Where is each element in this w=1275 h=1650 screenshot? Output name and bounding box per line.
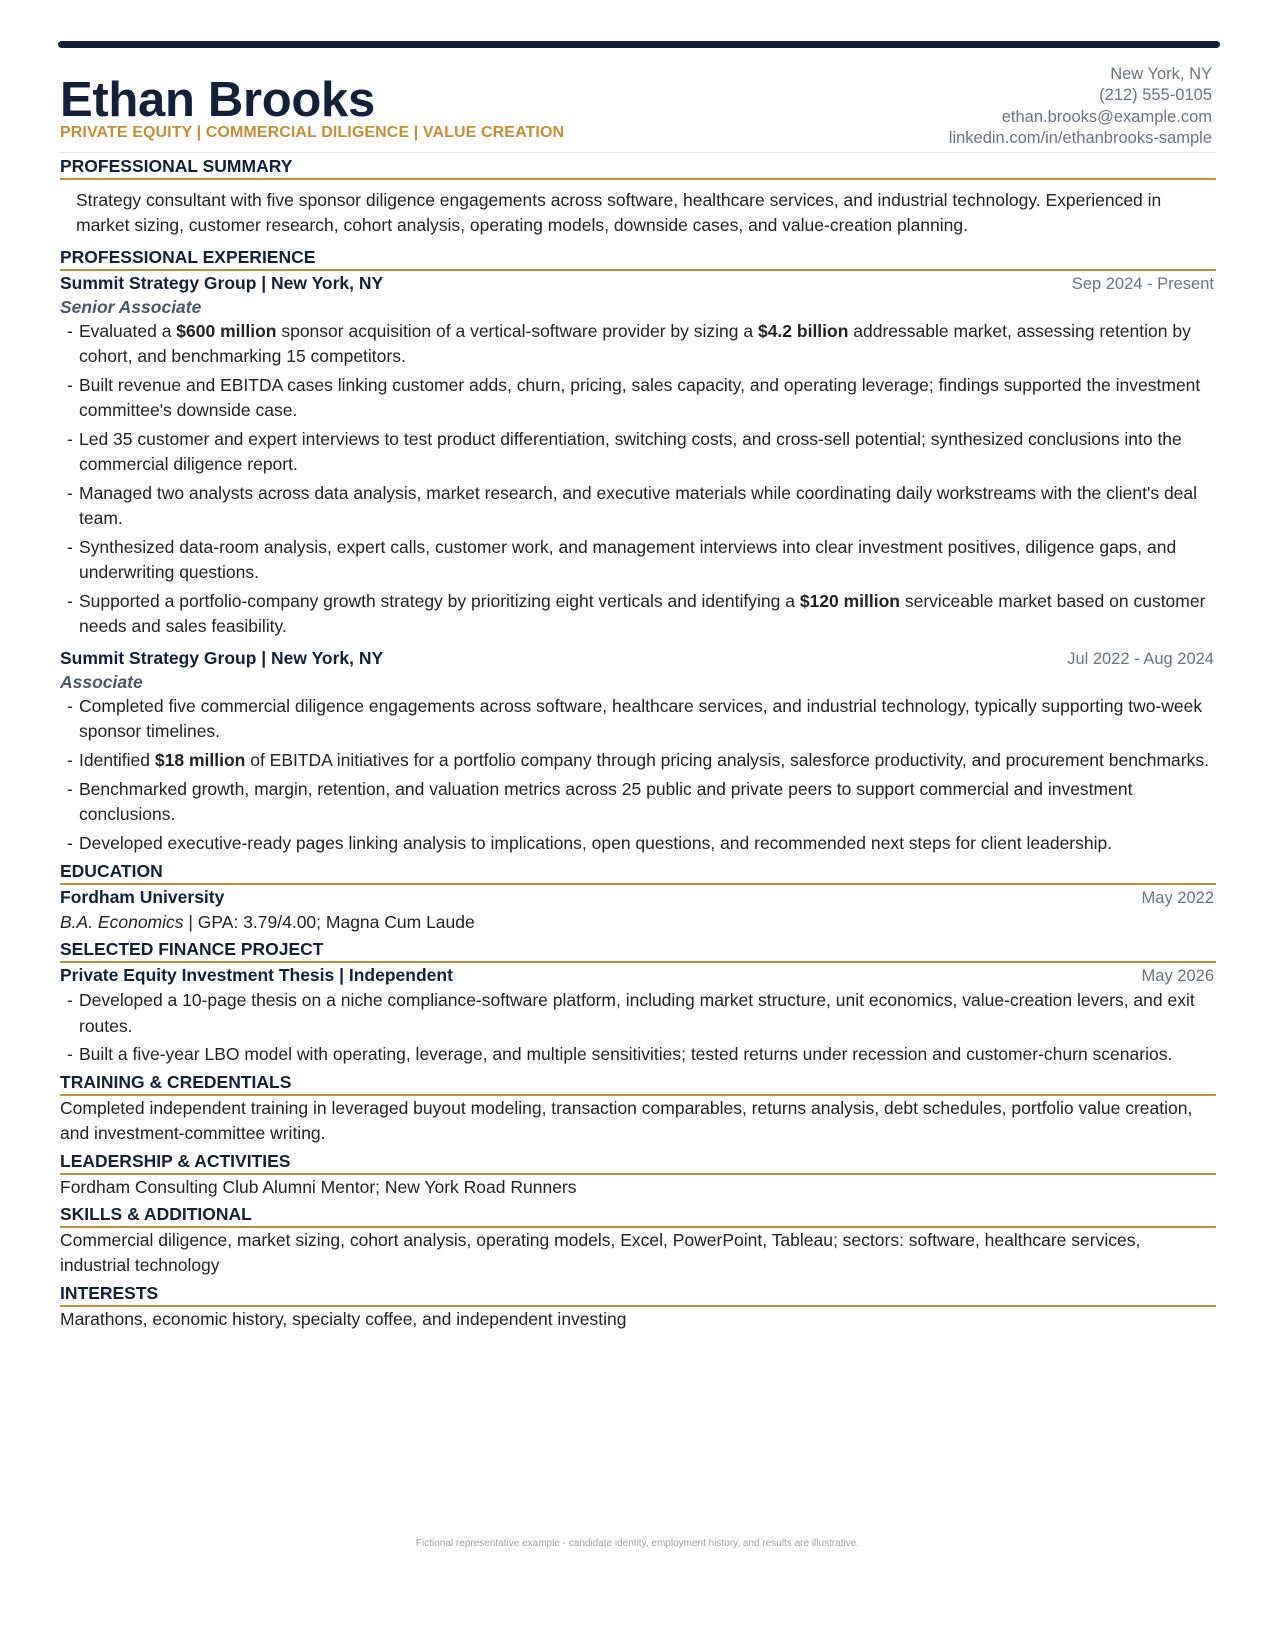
- training-text: Completed independent training in leveraged buyout modeling, transaction comparables, returns analysis, debt schedules, portfolio value creation, and investment-committee writing.: [60, 1098, 1193, 1144]
- interests-text: Marathons, economic history, specialty coffee, and independent investing: [60, 1308, 627, 1329]
- interests-heading: INTERESTS: [60, 1282, 1216, 1307]
- bullet-item: - Built a five-year LBO model with operating, leverage, and multiple sensitivities; tested returns under recession and customer-churn scenarios.: [67, 1042, 1214, 1067]
- experience-heading: PROFESSIONAL EXPERIENCE: [60, 246, 1216, 271]
- header-divider: [60, 152, 1216, 153]
- leadership-heading: LEADERSHIP & ACTIVITIES: [60, 1150, 1216, 1175]
- candidate-name: Ethan Brooks: [60, 73, 375, 127]
- project-date: May 2026: [1141, 967, 1214, 986]
- job-org: Summit Strategy Group | New York, NY: [60, 647, 384, 668]
- school-name: Fordham University: [60, 886, 225, 907]
- job-bullets: [60, 694, 1214, 856]
- job-dates: Jul 2022 - Aug 2024: [1067, 649, 1214, 668]
- bullet-item: - Built revenue and EBITDA cases linking customer adds, churn, pricing, sales capacity, and operating leverage; findings supported the investment committee's downside case.: [67, 373, 1214, 424]
- leadership-section: [60, 1150, 1214, 1200]
- degree-line: [60, 910, 1214, 935]
- bullet-item: - Led 35 customer and expert interviews to test product differentiation, switching costs, and cross-sell potential; synthesized conclusions into the commercial diligence report.: [67, 427, 1214, 478]
- contact-phone: (212) 555-0105: [1099, 86, 1212, 105]
- bullet-item: - Supported a portfolio-company growth strategy by prioritizing eight verticals and identifying a $120 million serviceable market based on customer needs and sales feasibility.: [67, 589, 1214, 640]
- interests-section: [60, 1282, 1214, 1332]
- job-dates: Sep 2024 - Present: [1071, 274, 1214, 293]
- bullet-item: - Synthesized data-room analysis, expert calls, customer work, and management interviews into clear investment positives, diligence gaps, and underwriting questions.: [67, 535, 1214, 586]
- bullet-item: - Developed executive-ready pages linking analysis to implications, open questions, and recommended next steps for client leadership.: [67, 831, 1214, 856]
- resume-page: [60, 41, 1214, 1332]
- bullet-item: - Managed two analysts across data analysis, market research, and executive materials while coordinating daily workstreams with the client's deal team.: [67, 481, 1214, 532]
- headline-tagline: PRIVATE EQUITY | COMMERCIAL DILIGENCE | VALUE CREATION: [60, 124, 565, 141]
- project-heading: SELECTED FINANCE PROJECT: [60, 938, 1216, 963]
- project-bullets: [60, 988, 1214, 1067]
- project-section: [60, 938, 1214, 1067]
- degree-name: B.A. Economics: [60, 911, 184, 932]
- education-heading: EDUCATION: [60, 860, 1216, 885]
- bullet-item: - Identified $18 million of EBITDA initiatives for a portfolio company through pricing analysis, salesforce productivity, and procurement benchmarks.: [67, 748, 1214, 773]
- job-bullets: [60, 319, 1214, 640]
- summary-text: Strategy consultant with five sponsor diligence engagements across software, healthcare services, and industrial technology. Experienced in market sizing, customer research, cohort analysis, operating models, downside cases, and value-creation planning.: [76, 190, 1162, 236]
- bullet-item: - Developed a 10-page thesis on a niche compliance-software platform, including market structure, unit economics, value-creation levers, and exit routes.: [67, 988, 1214, 1039]
- job-role: Senior Associate: [60, 296, 202, 317]
- top-accent-bar: [58, 41, 1220, 48]
- skills-heading: SKILLS & ADDITIONAL: [60, 1203, 1216, 1228]
- contact-linkedin[interactable]: linkedin.com/in/ethanbrooks-sample: [948, 128, 1212, 147]
- education-section: [60, 860, 1214, 935]
- job-org: Summit Strategy Group | New York, NY: [60, 272, 384, 293]
- skills-section: [60, 1203, 1214, 1279]
- degree-details: | GPA: 3.79/4.00; Magna Cum Laude: [183, 911, 475, 932]
- bullet-item: - Completed five commercial diligence engagements across software, healthcare services, and industrial technology, typically supporting two-week sponsor timelines.: [67, 694, 1214, 745]
- contact-block: [949, 64, 1212, 149]
- bullet-item: - Benchmarked growth, margin, retention, and valuation metrics across 25 public and private peers to support commercial and investment conclusions.: [67, 777, 1214, 828]
- footer-disclaimer: Fictional representative example - candidate identity, employment history, and results are illustrative.: [415, 1538, 860, 1549]
- experience-section: [60, 246, 1214, 856]
- summary-heading: PROFESSIONAL SUMMARY: [60, 155, 1216, 180]
- bullet-item: - Evaluated a $600 million sponsor acquisition of a vertical-software provider by sizing a $4.2 billion addressable market, assessing retention by cohort, and benchmarking 15 competitors.: [67, 319, 1214, 370]
- contact-location: New York, NY: [1110, 65, 1212, 83]
- skills-text: Commercial diligence, market sizing, cohort analysis, operating models, Excel, PowerPoint, Tableau; sectors: software, healthcare services, industrial technology: [60, 1230, 1141, 1276]
- job-role: Associate: [60, 671, 143, 692]
- resume-header: [60, 48, 1214, 152]
- training-heading: TRAINING & CREDENTIALS: [60, 1071, 1216, 1096]
- contact-email[interactable]: ethan.brooks@example.com: [1001, 107, 1212, 126]
- education-date: May 2022: [1141, 888, 1214, 907]
- training-section: [60, 1071, 1214, 1147]
- summary-section: [60, 155, 1214, 239]
- leadership-text: Fordham Consulting Club Alumni Mentor; New York Road Runners: [60, 1176, 577, 1197]
- job-entry: [60, 646, 1214, 856]
- job-entry: [60, 271, 1214, 640]
- project-title: Private Equity Investment Thesis | Independent: [60, 965, 453, 986]
